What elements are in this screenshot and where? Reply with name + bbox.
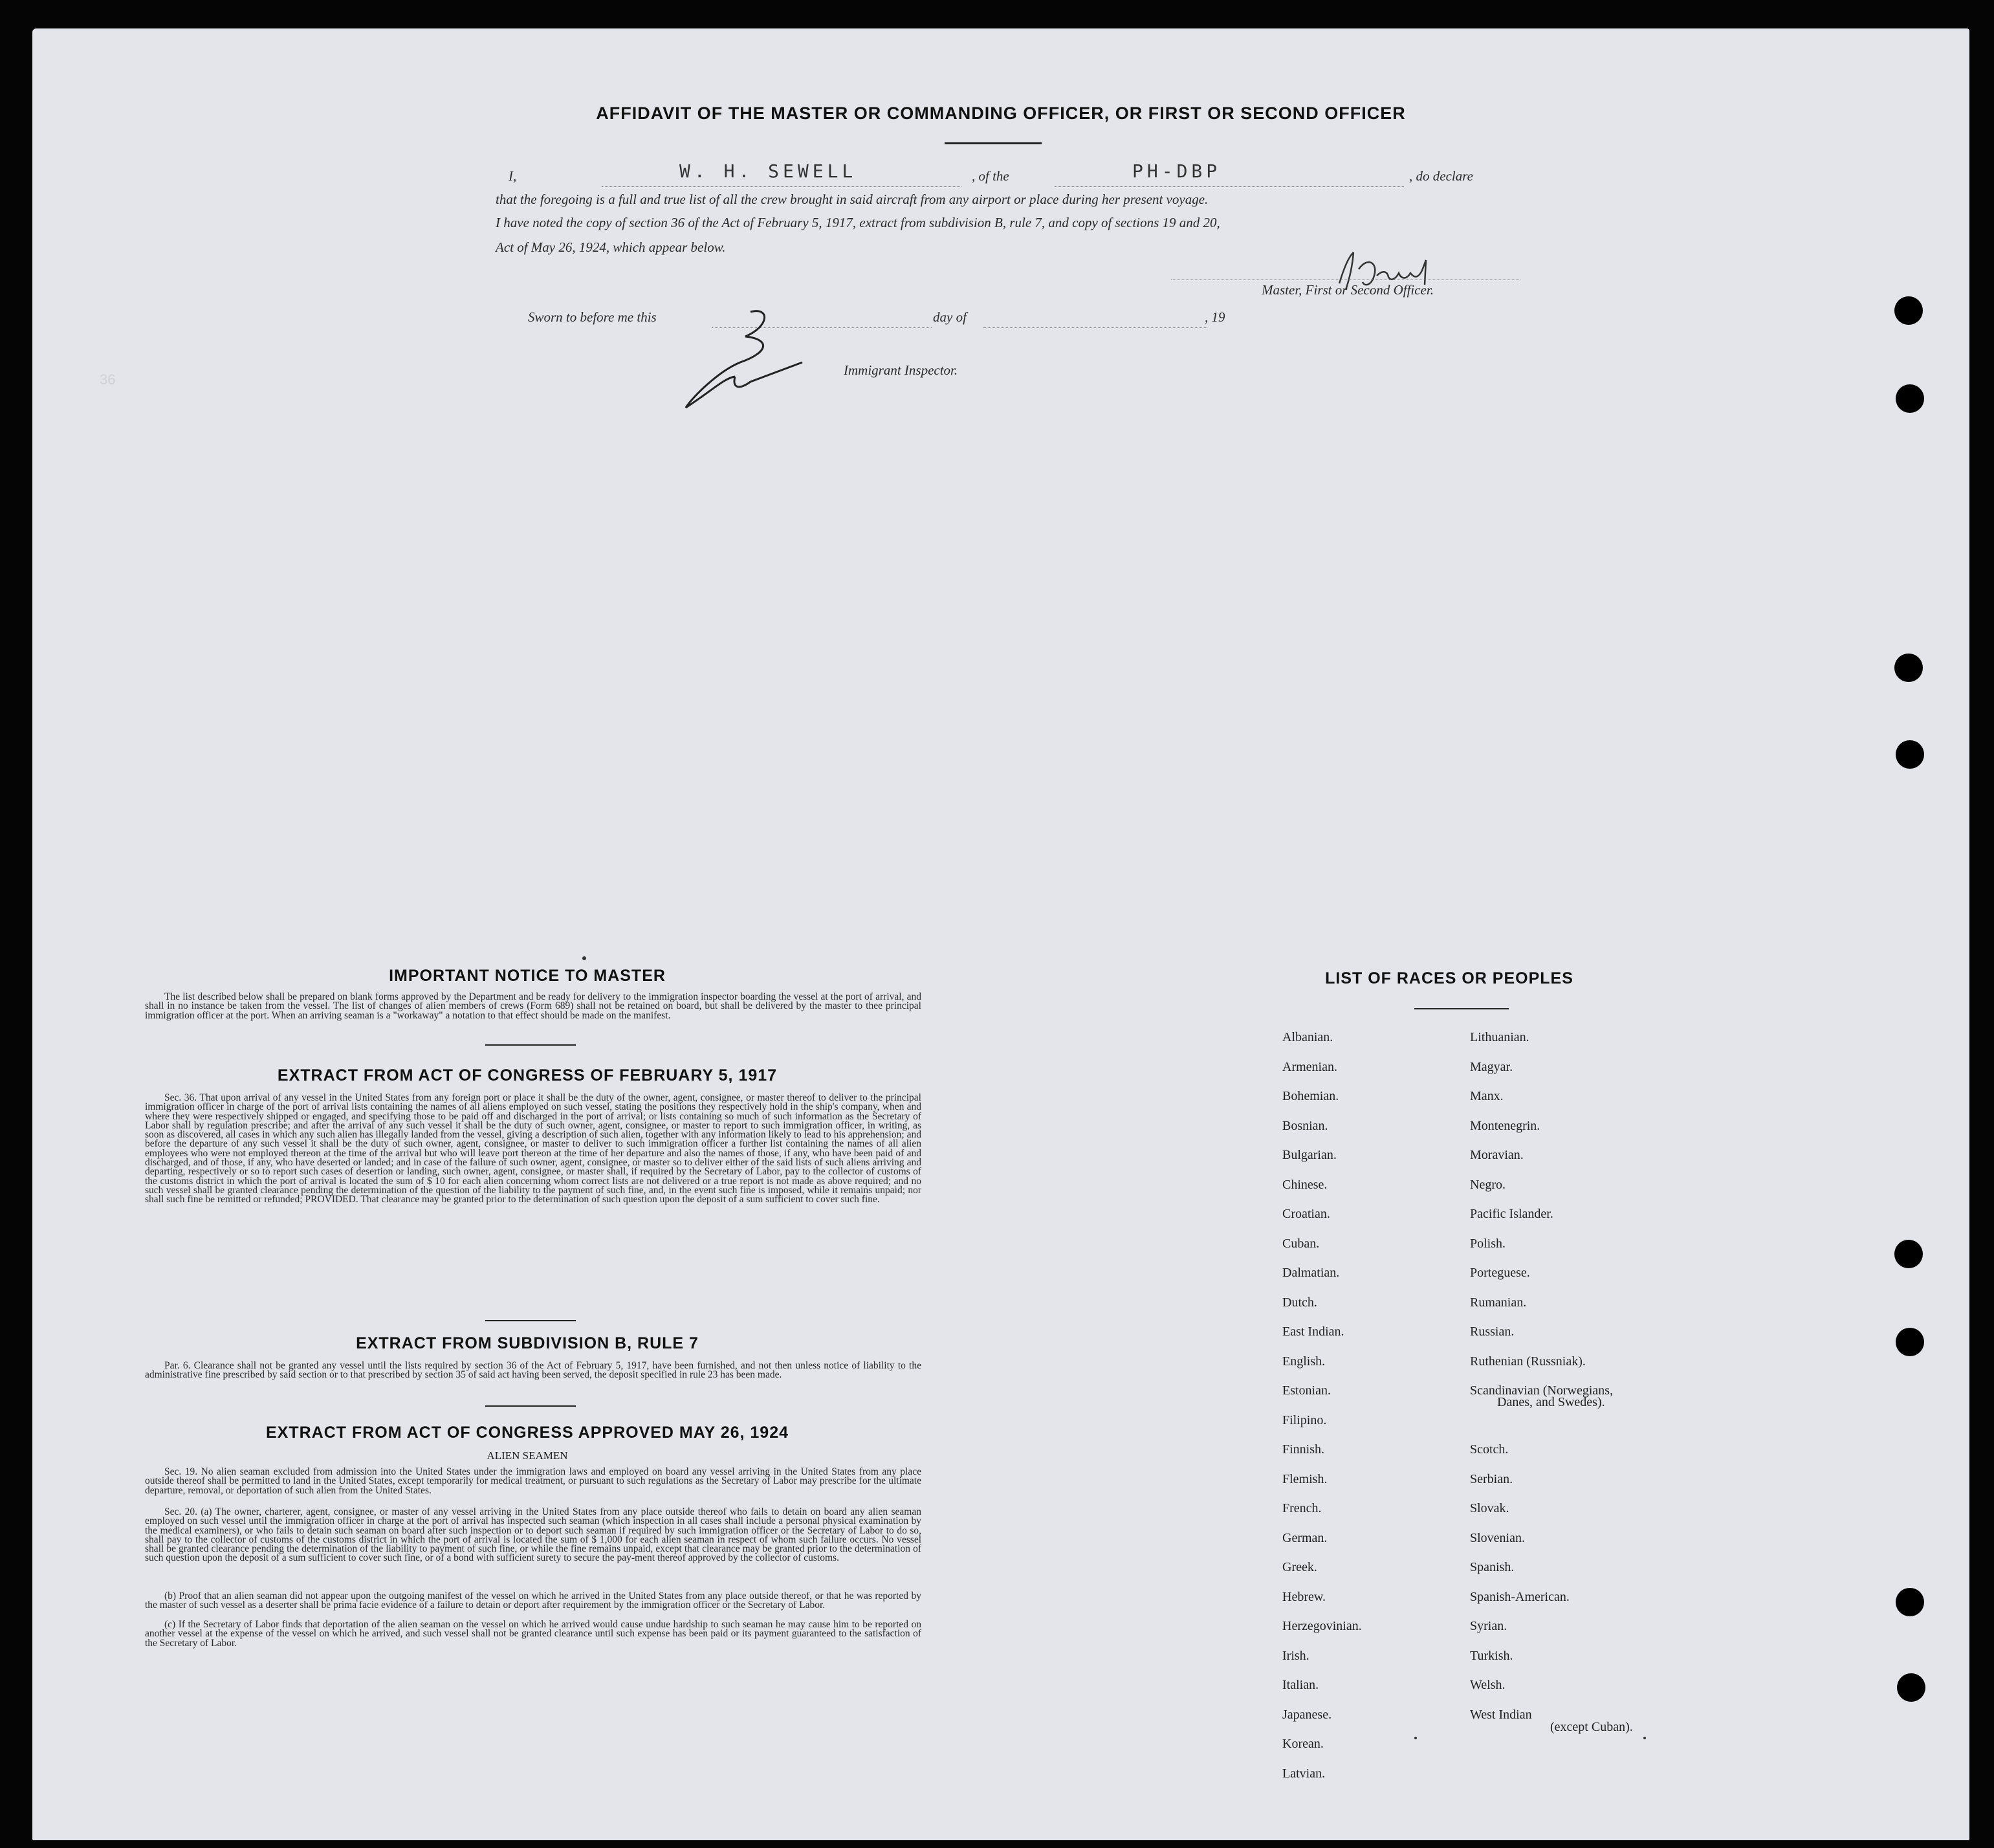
punch-hole (1897, 1673, 1925, 1702)
extract-1917-title: EXTRACT FROM ACT OF CONGRESS OF FEBRUARY 5, 1917 (277, 1066, 778, 1084)
race-item: East Indian. (1282, 1325, 1344, 1339)
punch-hole (1894, 1240, 1923, 1268)
extract-1917-text: Sec. 36. That upon arrival of any vessel in the United States from any foreign port or place it shall be the duty of the owner, agent, consignee, or master thereof to deliver to the principal immigration officer in charge of the port of arrival lists containing the names of all aliens employed on such vessel, stating the positions they respectively hold in the ship's company, when and where they were respectively shipped or engaged, and specifying those to be paid off and discharged in the port of arrival; or lists containing so much of such information as the Secretary of Labor shall by regulation prescribe; and after the arrival of any such vessel it shall be the duty of such owner, agent, consignee, or master to report to such immigration officer, in writing, as soon as discovered, all cases in which any such alien has illegally landed from the vessel, giving a description of such alien, together with any information likely to lead to his apprehension; and before the departure of any such vessel it shall be the duty of such owner, agent, consignee, or master to deliver to such immigration officer a further list containing the names of all alien employees who were not employed thereon at the time of the arrival but who will leave port thereon at the time of her departure and also the names of those, if any, who have been paid of and discharged, and of those, if any, who have deserted or landed; and in case of the failure of such owner, agent, consignee, or master so to deliver either of the said lists of such aliens arriving and departing, respectively or so to report such cases of desertion or landing, such owner, agent, consignee, or master shall, if required by the Secretary of Labor, pay to the collector of customs of the customs district in which the port of arrival is located the sum of $ 10 for each alien concerning whom correct lists are not delivered or a true report is not made as above required; and no such vessel shall be granted clearance pending the determination of the question of the liability to the payment of such fine, and, in the event such fine is imposed, while it remains unpaid; nor shall such fine be remitted or refunded; PROVIDED. That clearance may be granted prior to the determination of such question upon the deposit of a sum sufficient to cover such fine. (145, 1092, 921, 1205)
rule7-text: Par. 6. Clearance shall not be granted any vessel until the lists required by section 36 of the Act of February 5, 1917, have been furnished, and not then unless notice of liability to the administrative fine prescribed by said section or to that prescribed by section 35 of said act having been served, the deposit specified in rule 23 has been made. (145, 1360, 921, 1381)
affidavit-line-4: Act of May 26, 1924, which appear below. (496, 239, 726, 255)
punch-hole (1896, 1588, 1924, 1616)
punch-hole (1894, 296, 1923, 325)
race-item: Rumanian. (1470, 1295, 1527, 1310)
handwritten-master-name: W. H. SEWELL (679, 160, 857, 182)
race-item: Dutch. (1282, 1295, 1317, 1310)
sec-20b-text: (b) Proof that an alien seaman did not appear upon the outgoing manifest of the vessel on which he arrived in the United States from any place outside thereof, or that he was reported by the master of such vessel as a deserter shall be prima facie evidence of a failure to detain or deport after requirement by the immigration officer or the Secretary of Labor. (145, 1590, 921, 1611)
affidavit-line-3: I have noted the copy of section 36 of the Act of February 5, 1917, extract from subdivision B, rule 7, and copy of sections 19 and 20, (496, 215, 1220, 230)
race-item: Slovak. (1470, 1501, 1509, 1515)
punch-hole (1896, 1328, 1924, 1356)
race-item: Magyar. (1470, 1059, 1513, 1074)
race-item: Scandinavian (Norwegians, (1470, 1383, 1614, 1398)
of-the-label: , of the (972, 168, 1009, 184)
race-item: Montenegrin. (1470, 1118, 1540, 1133)
inspector-label: Immigrant Inspector. (844, 362, 958, 378)
race-item: Welsh. (1470, 1678, 1506, 1692)
race-item: Bosnian. (1282, 1118, 1328, 1133)
aircraft-dotted-line (1055, 186, 1404, 187)
dot-mark (582, 956, 586, 960)
race-item: English. (1282, 1354, 1326, 1369)
bleed-through-mark: 36 (100, 371, 116, 388)
notice-rule (485, 1044, 576, 1046)
race-item: Slovenian. (1470, 1530, 1525, 1545)
sworn-month-line (983, 327, 1207, 328)
race-item: Finnish. (1282, 1442, 1325, 1457)
race-item: Armenian. (1282, 1059, 1337, 1074)
race-item: Serbian. (1470, 1471, 1513, 1486)
extract-1924-title: EXTRACT FROM ACT OF CONGRESS APPROVED MAY 26, 1924 (265, 1424, 789, 1442)
race-item: Negro. (1470, 1177, 1506, 1192)
race-item: Bohemian. (1282, 1089, 1339, 1103)
race-item: Estonian. (1282, 1383, 1331, 1398)
sworn-label: Sworn to before me this (528, 309, 657, 325)
race-item: Filipino. (1282, 1413, 1327, 1427)
year-label: , 19 (1205, 309, 1225, 325)
race-item: Danes, and Swedes). (1497, 1395, 1605, 1410)
sec-20c-text: (c) If the Secretary of Labor finds that deportation of the alien seaman on the vessel on which he arrived would cause undue hardship to such seaman he may cause him to be reported on another vessel at the expense of the vessel on which he arrived, and such vessel shall not be granted clearance until such expense has been paid or its payment guaranteed to the satisfaction of the Secretary of Labor. (145, 1619, 921, 1649)
race-item: Cuban. (1282, 1236, 1320, 1251)
race-item: Bulgarian. (1282, 1148, 1337, 1162)
race-item: Scotch. (1470, 1442, 1509, 1457)
master-signature-label: Master, First or Second Officer. (1262, 282, 1434, 298)
sec-20a-text: Sec. 20. (a) The owner, charterer, agent, consignee, or master of any vessel arriving in the United States from any place outside thereof who fails to detain on board any alien seaman employed on such vessel until the immigration officer in charge at the port of arrival has inspected such seaman (which inspection in all cases shall include a personal physical examination by the medical examiners), or who fails to detain such seaman on board after such inspection or to deport such seaman if required by such immigration officer or the Secretary of Labor to do so, shall pay to the collector of customs of the customs district in which the port of arrival is located the sum of $ 1,000 for each alien seaman in respect of whom such failure occurs. No vessel shall be granted clearance pending the determination of the liability to payment of such fine, or while the fine remains unpaid, except that clearance may be granted prior to the determination of such question upon the deposit of a sum sufficient to cover such fine, or of a bond with sufficient surety to secure the pay-ment thereof approved by the collector of customs. (145, 1506, 921, 1564)
extract-1917-rule (485, 1320, 576, 1321)
affidavit-line-2: that the foregoing is a full and true list of all the crew brought in said aircraft from any airport or place during her present voyage. (496, 192, 1209, 207)
race-item: Korean. (1282, 1737, 1324, 1751)
race-item: Dalmatian. (1282, 1266, 1340, 1280)
name-dotted-line (602, 186, 961, 187)
dot-mark (1643, 1737, 1646, 1739)
affidavit-title: AFFIDAVIT OF THE MASTER OR COMMANDING OFFICER, OR FIRST OR SECOND OFFICER (596, 104, 1406, 123)
race-item: Turkish. (1470, 1648, 1513, 1663)
race-item: Ruthenian (Russniak). (1470, 1354, 1586, 1369)
race-item: Polish. (1470, 1236, 1506, 1251)
title-rule (945, 142, 1042, 144)
races-rule (1414, 1008, 1509, 1009)
notice-title: IMPORTANT NOTICE TO MASTER (389, 967, 666, 985)
races-title: LIST OF RACES OR PEOPLES (1325, 969, 1573, 987)
race-item: Spanish-American. (1470, 1589, 1570, 1604)
race-item: Pacific Islander. (1470, 1207, 1553, 1221)
notice-text: The list described below shall be prepared on blank forms approved by the Department and be ready for delivery to the immigration inspector boarding the vessel at the port of arrival, and shall in no instance be taken from the vessel. The list of changes of alien members of crews (Form 689) shall not be retained on board, but shall be delivered by the master to thee principal immigration officer at the port. When an arriving seaman is a "workaway" a notation to that effect should be made on the manifest. (145, 991, 921, 1021)
race-item: Lithuanian. (1470, 1030, 1529, 1044)
document-page (32, 28, 1969, 1840)
sec-19-text: Sec. 19. No alien seaman excluded from admission into the United States under the immigration laws and employed on board any vessel arriving in the United States from any place outside thereof shall be permitted to land in the United States, except temporarily for medical treatment, or pursuant to such regulations as the Secretary of Labor may prescribe for the ultimate departure, removal, or deportation of such alien from the United States. (145, 1466, 921, 1496)
race-item: Manx. (1470, 1089, 1504, 1103)
race-item: Italian. (1282, 1678, 1319, 1692)
rule7-rule (485, 1405, 576, 1407)
race-item: Hebrew. (1282, 1589, 1326, 1604)
alien-seamen-subtitle: ALIEN SEAMEN (487, 1449, 568, 1462)
punch-hole (1896, 384, 1924, 413)
race-item: German. (1282, 1530, 1328, 1545)
punch-hole (1894, 654, 1923, 682)
race-item: Moravian. (1470, 1148, 1524, 1162)
handwritten-aircraft-id: PH-DBP (1132, 160, 1222, 182)
race-item: Croatian. (1282, 1207, 1330, 1221)
rule7-title: EXTRACT FROM SUBDIVISION B, RULE 7 (356, 1334, 699, 1352)
race-item: Latvian. (1282, 1766, 1326, 1781)
race-item: Spanish. (1470, 1560, 1515, 1574)
i-label: I, (509, 168, 517, 184)
race-item: Irish. (1282, 1648, 1309, 1663)
race-item: Greek. (1282, 1560, 1317, 1574)
race-item: Herzegovinian. (1282, 1619, 1362, 1633)
race-item: French. (1282, 1501, 1322, 1515)
race-item: Chinese. (1282, 1177, 1328, 1192)
race-item: Russian. (1470, 1325, 1515, 1339)
race-item: Flemish. (1282, 1471, 1328, 1486)
race-item: West Indian (1470, 1707, 1532, 1722)
race-item: Porteguese. (1470, 1266, 1530, 1280)
race-item: Albanian. (1282, 1030, 1333, 1044)
dot-mark (1414, 1737, 1417, 1739)
race-item: Japanese. (1282, 1707, 1332, 1722)
do-declare-label: , do declare (1409, 168, 1473, 184)
punch-hole (1896, 740, 1924, 769)
day-of-label: day of (933, 309, 967, 325)
inspector-signature (673, 300, 841, 410)
race-item: Syrian. (1470, 1619, 1507, 1633)
race-item: (except Cuban). (1550, 1719, 1633, 1734)
